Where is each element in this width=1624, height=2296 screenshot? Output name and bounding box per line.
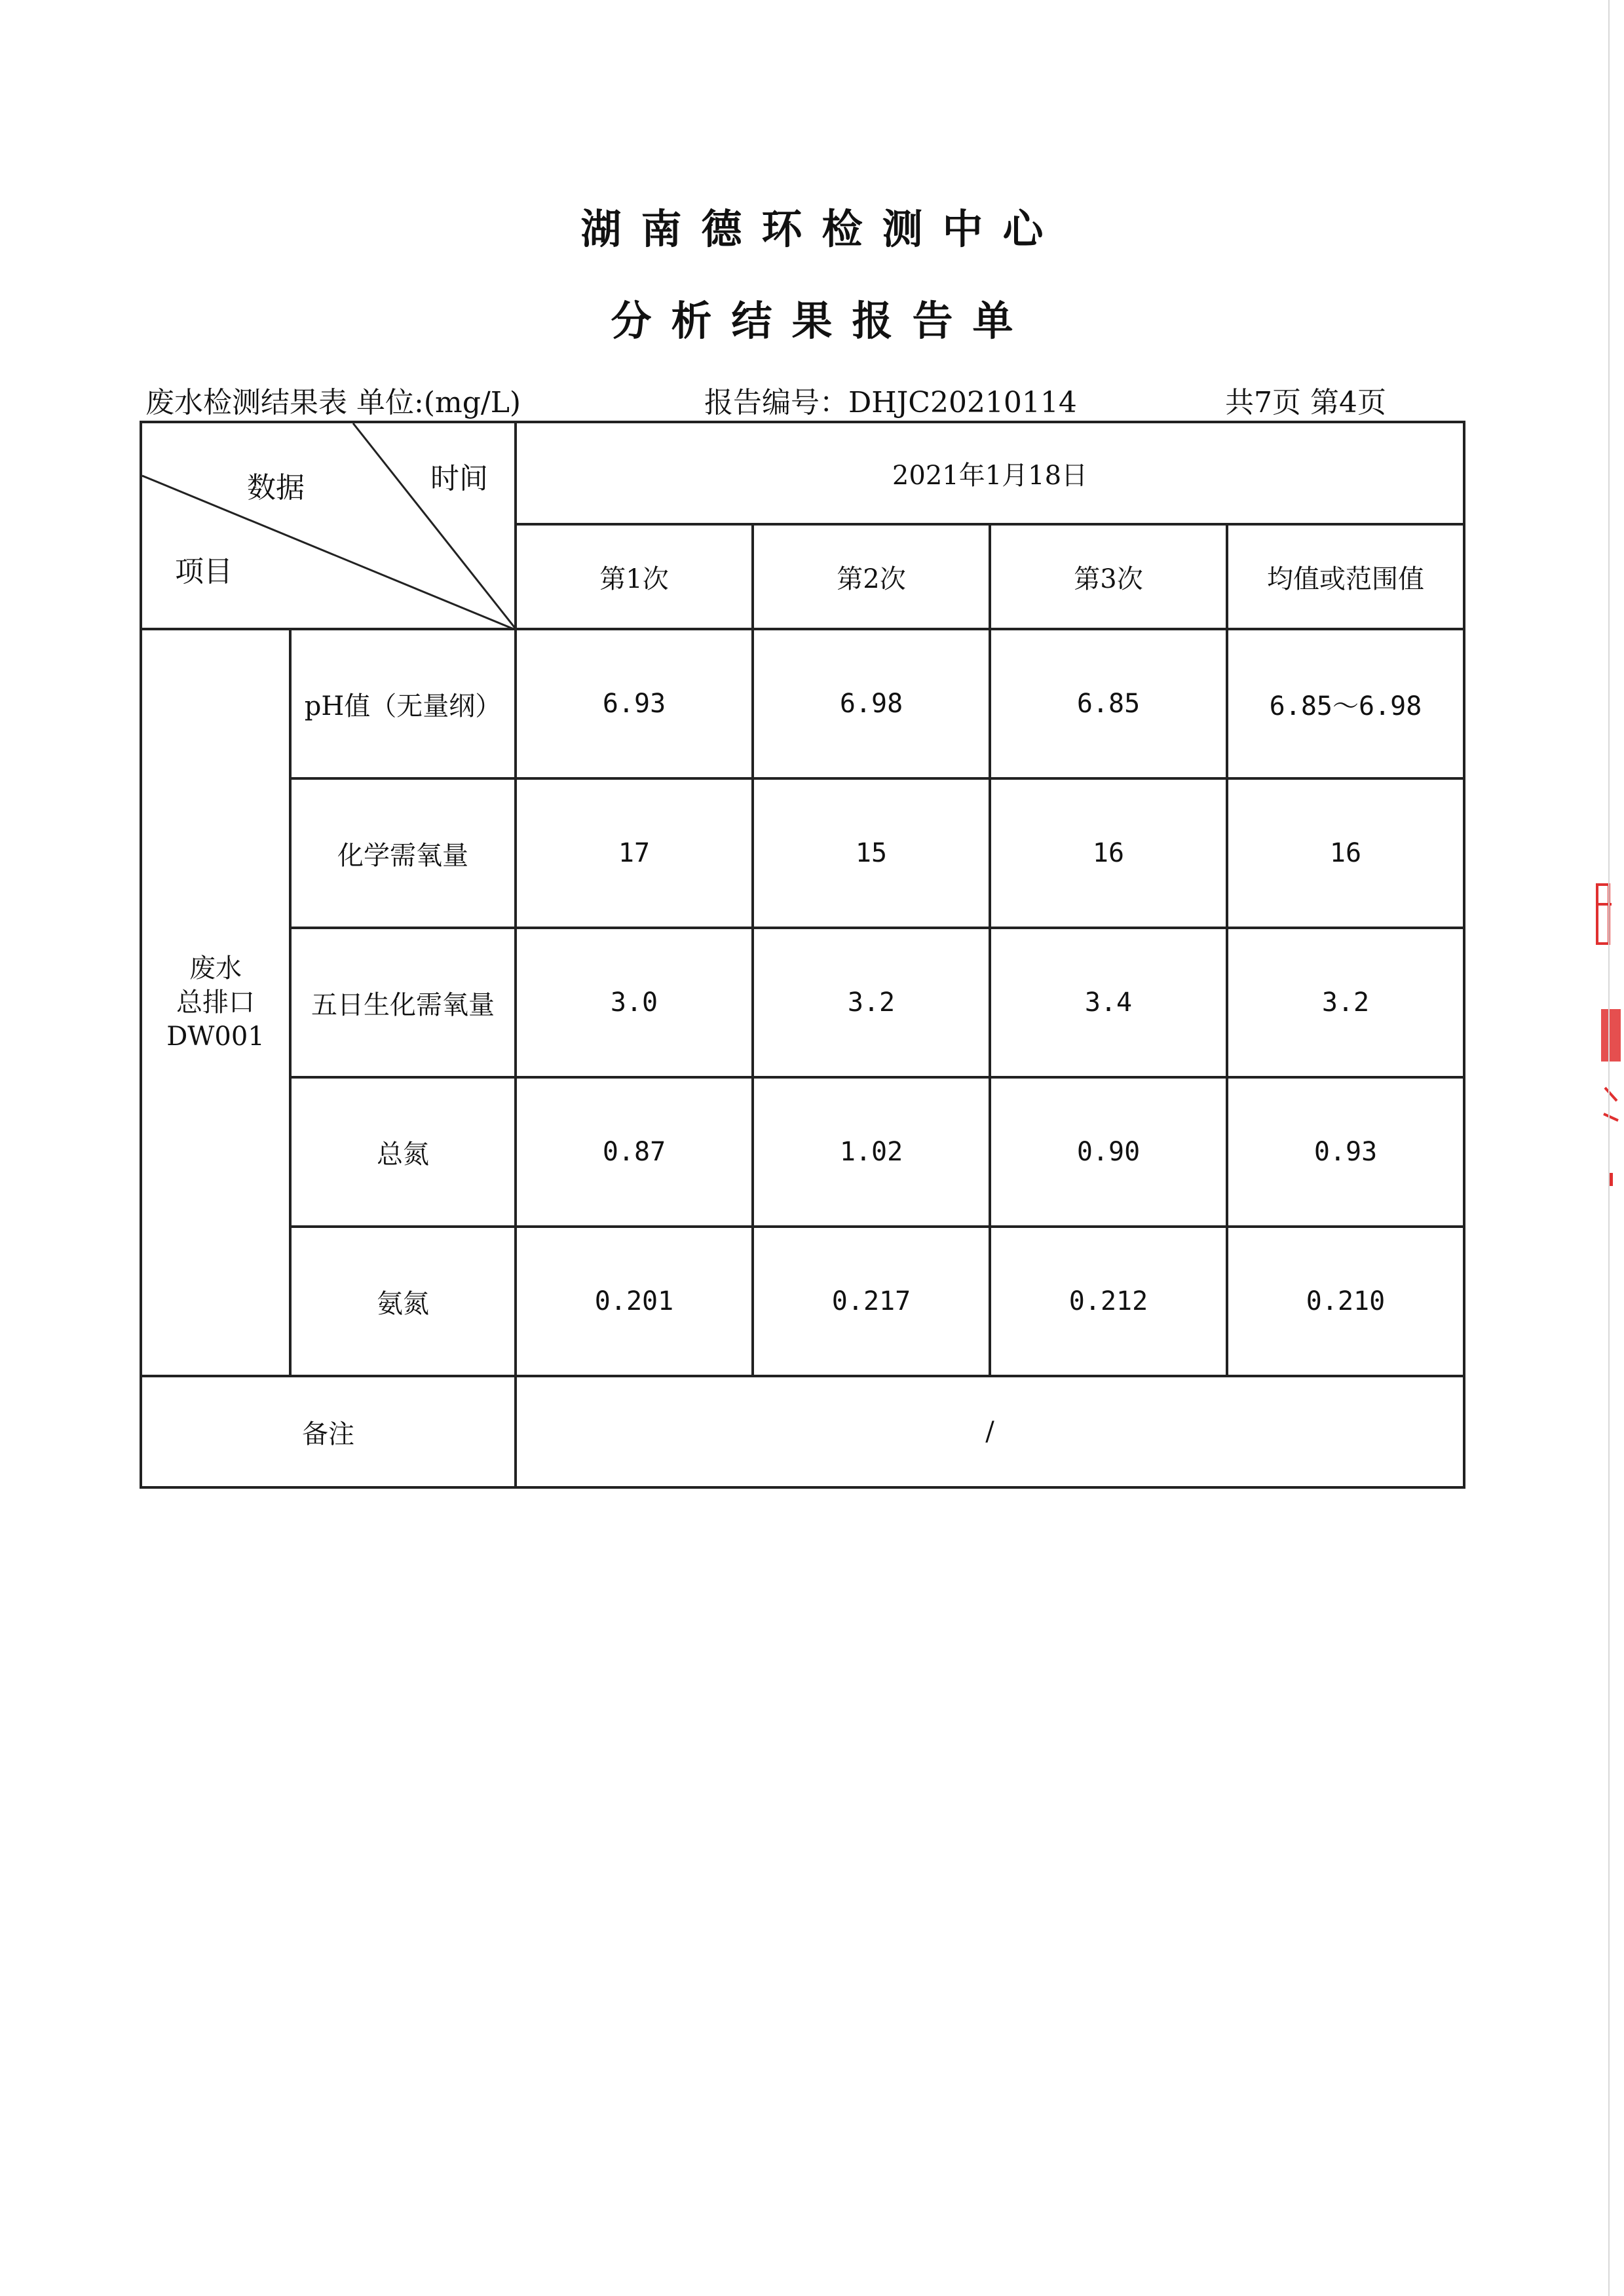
value-cell: 6.85 — [990, 629, 1227, 778]
corner-time-label: 时间 — [430, 462, 488, 495]
value-cell: 3.2 — [753, 928, 990, 1077]
site-line: 废水 — [189, 953, 242, 984]
value-cell: 6.93 — [516, 629, 753, 778]
value-cell: 6.98 — [753, 629, 990, 778]
doc-title: 分析结果报告单 — [611, 297, 1033, 345]
corner-data-label: 数据 — [247, 471, 305, 505]
site-cell — [141, 629, 290, 1376]
org-name: 湖南德环检测中心 — [580, 205, 1063, 253]
corner-header-cell — [141, 422, 516, 629]
item-cell: 氨氮 — [290, 1227, 516, 1376]
remark-value: / — [516, 1376, 1464, 1487]
value-cell: 0.87 — [516, 1077, 753, 1227]
column-header: 第2次 — [753, 524, 990, 629]
value-cell: 17 — [516, 778, 753, 928]
table-row — [141, 928, 1464, 1077]
item-cell: 总氮 — [290, 1077, 516, 1227]
remark-row — [141, 1376, 1464, 1487]
value-cell: 16 — [1227, 778, 1464, 928]
value-cell: 6.85～6.98 — [1227, 629, 1464, 778]
value-cell: 3.2 — [1227, 928, 1464, 1077]
site-line: 总排口 — [176, 987, 255, 1018]
value-cell: 3.0 — [516, 928, 753, 1077]
value-cell: 15 — [753, 778, 990, 928]
table-title: 废水检测结果表 单位:(mg/L) — [145, 386, 521, 419]
value-cell: 0.201 — [516, 1227, 753, 1376]
column-header: 第1次 — [516, 524, 753, 629]
site-line: DW001 — [166, 1022, 265, 1052]
value-cell: 0.210 — [1227, 1227, 1464, 1376]
table-row — [141, 1227, 1464, 1376]
value-cell: 16 — [990, 778, 1227, 928]
value-cell: 0.93 — [1227, 1077, 1464, 1227]
table-row — [141, 778, 1464, 928]
value-cell: 0.217 — [753, 1227, 990, 1376]
scan-edge-line — [1608, 0, 1610, 2296]
remark-label: 备注 — [141, 1376, 516, 1487]
results-table — [140, 421, 1465, 1489]
value-cell: 3.4 — [990, 928, 1227, 1077]
item-cell: pH值（无量纲） — [290, 629, 516, 778]
value-cell: 0.90 — [990, 1077, 1227, 1227]
column-header: 均值或范围值 — [1227, 524, 1464, 629]
column-header: 第3次 — [990, 524, 1227, 629]
value-cell: 1.02 — [753, 1077, 990, 1227]
value-cell: 0.212 — [990, 1227, 1227, 1376]
table-row — [141, 629, 1464, 778]
corner-item-label: 项目 — [175, 555, 233, 588]
date-header: 2021年1月18日 — [516, 422, 1464, 524]
item-cell: 化学需氧量 — [290, 778, 516, 928]
item-cell: 五日生化需氧量 — [290, 928, 516, 1077]
table-row — [141, 1077, 1464, 1227]
report-number: 报告编号：DHJC20210114 — [704, 386, 1077, 419]
red-seal-fragment — [1585, 865, 1624, 1206]
page-info: 共7页 第4页 — [1225, 386, 1386, 419]
